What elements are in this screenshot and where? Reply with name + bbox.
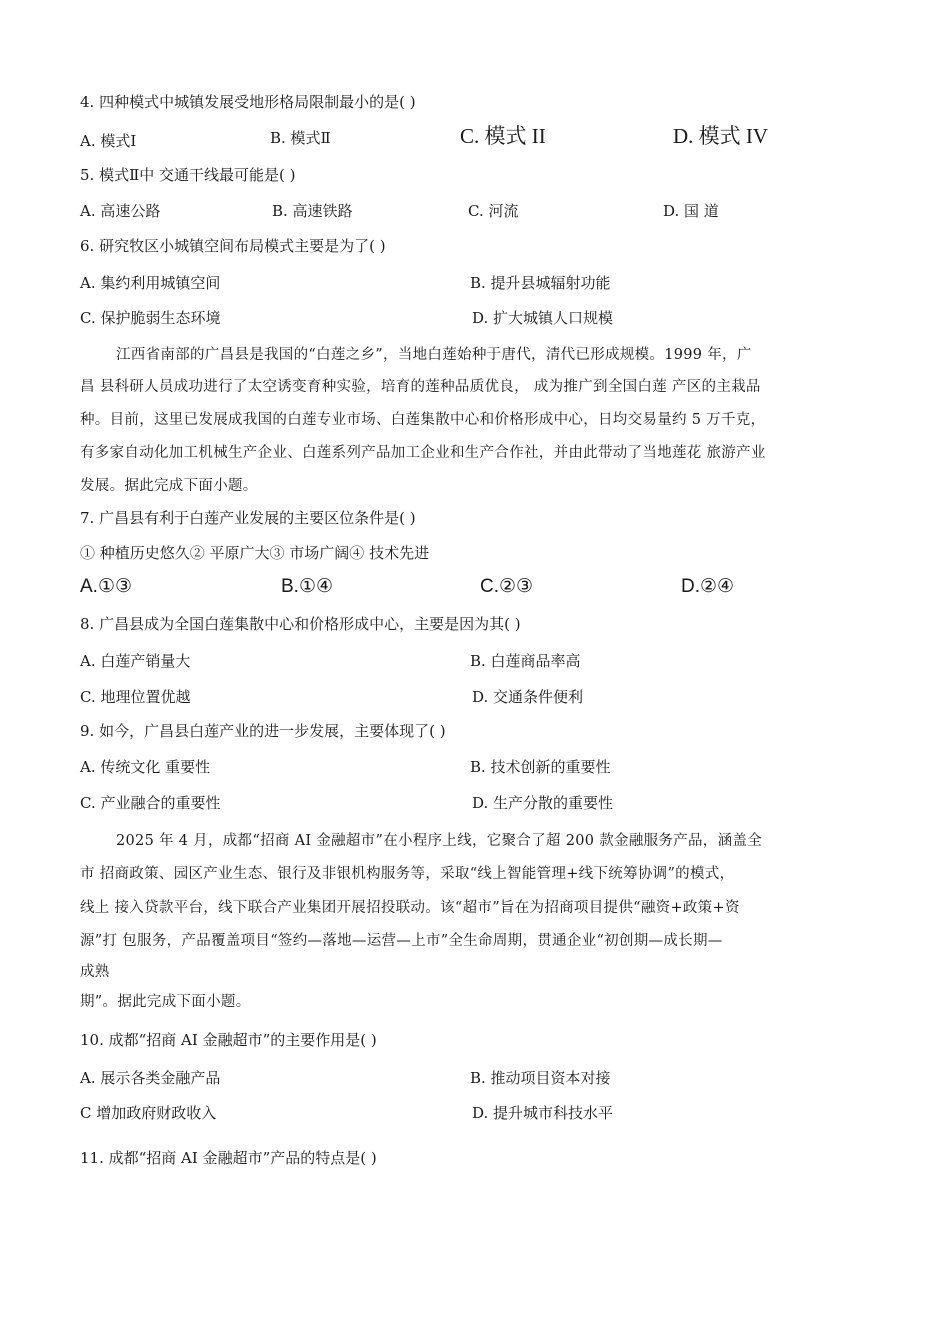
q6-option-a: A. 集约利用城镇空间 (80, 274, 221, 292)
q5-option-a: A. 高速公路 (80, 202, 161, 220)
q4-option-b: B. 模式Ⅱ (270, 129, 331, 147)
passage1-line: 发展。据此完成下面小题。 (80, 478, 258, 494)
q8-option-d: D. 交通条件便利 (472, 688, 584, 706)
passage2-line: 期”。据此完成下面小题。 (80, 994, 251, 1010)
q9-option-c: C. 产业融合的重要性 (80, 794, 221, 812)
q4-option-d: D. 模式 IV (673, 124, 769, 148)
q7-stem: 7. 广昌县有利于白莲产业发展的主要区位条件是( ) (80, 509, 416, 527)
q4-stem: 4. 四种模式中城镇发展受地形格局限制最小的是( ) (80, 93, 416, 111)
q9-option-b: B. 技术创新的重要性 (470, 758, 611, 776)
passage2-line: 2025 年 4 月，成都“招商 AI 金融超市”在小程序上线，它聚合了超 200 款金融服务产品，涵盖全 (116, 833, 762, 849)
q8-stem: 8. 广昌县成为全国白莲集散中心和价格形成中心，主要是因为其( ) (80, 615, 521, 633)
q10-option-b: B. 推动项目资本对接 (470, 1069, 611, 1087)
passage2-line: 线上 接入贷款平台，线下联合产业集团开展招投联动。该“超市”旨在为招商项目提供“融资+政策+资 (80, 900, 740, 916)
q5-stem: 5. 模式Ⅱ中 交通干线最可能是( ) (80, 166, 296, 184)
passage2-line: 源”打 包服务，产品覆盖项目“签约—落地—运营—上市”全生命周期，贯通企业“初创期—成长期— (80, 933, 723, 949)
q7-option-a: A.①③ (80, 576, 133, 597)
q6-option-b: B. 提升县城辐射功能 (470, 274, 611, 292)
q8-option-b: B. 白莲商品率高 (470, 652, 581, 670)
passage1-line: 有多家自动化加工机械生产企业、白莲系列产品加工企业和生产合作社，并由此带动了当地莲花 旅游产业 (80, 445, 766, 461)
q4-option-c: C. 模式 II (460, 124, 546, 148)
q7-option-d: D.②④ (681, 576, 735, 597)
q9-option-a: A. 传统文化 重要性 (80, 758, 211, 776)
q7-option-b: B.①④ (281, 576, 334, 597)
passage1-line: 江西省南部的广昌县是我国的“白莲之乡”，当地白莲始种于唐代，清代已形成规模。1999 年，广 (116, 347, 752, 363)
passage2-line: 成熟 (80, 964, 110, 980)
q5-option-c: C. 河流 (468, 202, 519, 220)
passage2-line: 市 招商政策、园区产业生态、银行及非银机构服务等，采取“线上智能管理+线下统筹协调”的模式， (80, 866, 735, 882)
passage1-line: 种。目前，这里已发展成我国的白莲专业市场、白莲集散中心和价格形成中心，日均交易量约 5 万千克， (80, 412, 766, 428)
q6-option-c: C. 保护脆弱生态环境 (80, 309, 221, 327)
q8-option-a: A. 白莲产销量大 (80, 652, 191, 670)
q7-option-c: C.②③ (480, 576, 534, 597)
passage1-line: 昌 县科研人员成功进行了太空诱变育种实验，培育的莲种品质优良， 成为推广到全国白莲 产区的主栽品 (80, 379, 761, 395)
q10-option-a: A. 展示各类金融产品 (80, 1069, 221, 1087)
q10-stem: 10. 成都“招商 AI 金融超市”的主要作用是( ) (80, 1031, 377, 1049)
q6-stem: 6. 研究牧区小城镇空间布局模式主要是为了( ) (80, 237, 386, 255)
q5-option-b: B. 高速铁路 (272, 202, 353, 220)
q4-option-a: A. 模式Ⅰ (80, 132, 137, 150)
q7-conditions: ① 种植历史悠久② 平原广大③ 市场广阔④ 技术先进 (80, 544, 430, 562)
q9-stem: 9. 如今，广昌县白莲产业的进一步发展，主要体现了( ) (80, 722, 446, 740)
q9-option-d: D. 生产分散的重要性 (472, 794, 614, 812)
q10-option-c: C 增加政府财政收入 (80, 1104, 217, 1122)
q6-option-d: D. 扩大城镇人口规模 (472, 309, 614, 327)
q5-option-d: D. 国 道 (663, 202, 719, 220)
q11-stem: 11. 成都“招商 AI 金融超市”产品的特点是( ) (80, 1149, 377, 1167)
q8-option-c: C. 地理位置优越 (80, 688, 191, 706)
q10-option-d: D. 提升城市科技水平 (472, 1104, 614, 1122)
